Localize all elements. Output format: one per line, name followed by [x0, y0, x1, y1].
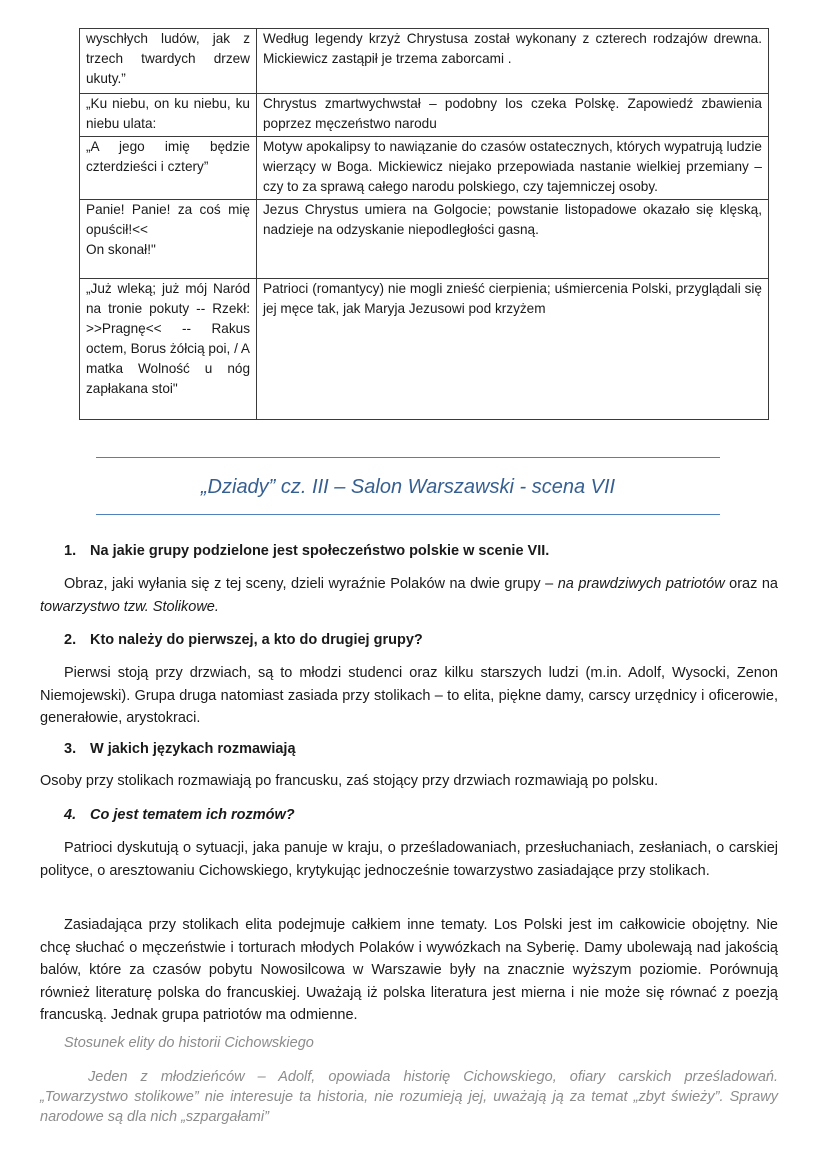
answer-1 [40, 573, 778, 618]
table-cell-meaning: Według legendy krzyż Chrystusa został wykonany z czterech rodzajów drewna. Mickiewicz zastąpił je trzema zaborcami . [257, 29, 769, 94]
answer-3: Osoby przy stolikach rozmawiają po francusku, zaś stojący przy drzwiach rozmawiają po polsku. [40, 773, 659, 789]
question-number: 1. [64, 543, 77, 559]
table-cell-quote: „Ku niebu, on ku niebu, ku niebu ulata: [80, 94, 257, 137]
motif-table [79, 28, 769, 420]
answer-emphasis: towarzystwo tzw. Stolikowe. [40, 598, 219, 615]
answer-text: Obraz, jaki wyłania się z tej sceny, dzieli wyraźnie Polaków na dwie grupy – [64, 576, 558, 592]
table-row [80, 94, 769, 137]
table-cell-quote: „A jego imię będzie czterdzieści i cztery” [80, 137, 257, 200]
question-1 [64, 541, 549, 561]
table-cell-meaning: Jezus Chrystus umiera na Golgocie; powstanie listopadowe okazało się klęską, nadzieje na odzyskanie niepodległości gasną. [257, 200, 769, 279]
question-number: 4. [64, 807, 77, 823]
question-text: Kto należy do pierwszej, a kto do drugiej grupy? [90, 632, 423, 648]
table-row [80, 200, 769, 279]
table-cell-quote: Panie! Panie! za coś mię opuścił!<< On skonał!" [80, 200, 257, 279]
table-cell-meaning: Chrystus zmartwychwstał – podobny los czeka Polskę. Zapowiedź zbawienia poprzez męczeństwo narodu [257, 94, 769, 137]
subheading: Stosunek elity do historii Cichowskiego [64, 1035, 314, 1051]
question-text: W jakich językach rozmawiają [90, 741, 296, 757]
answer-text: oraz na [724, 576, 778, 592]
answer-4-paragraph-2: Zasiadająca przy stolikach elita podejmuje całkiem inne tematy. Los Polski jest im całkowicie obojętny. Nie chcę słuchać o męczeństwie i torturach młodych Polaków i wywózkach na Syberię. Damy ubolewają nad jakością balów, które za czasów pobytu Nowosilcowa w Warszawie były na znacznie wyższym poziomie. Porównują również literaturę polska do francuskiej. Uważają iż polska literatura jest mierna i nie może się równać z poezją francuską. Jednak grupa patriotów ma odmienne. [40, 917, 778, 1023]
heading-bottom-rule [96, 514, 720, 515]
question-number: 2. [64, 632, 77, 648]
section-title: „Dziady” cz. III – Salon Warszawski - scena VII [200, 476, 616, 498]
table-row [80, 137, 769, 200]
question-4 [64, 805, 295, 825]
answer-2: Pierwsi stoją przy drzwiach, są to młodzi studenci oraz kilku starszych ludzi (m.in. Adolf, Wysocki, Zenon Niemojewski). Grupa druga natomiast zasiada przy stolikach – to elita, piękne damy, carscy urzędnicy i oficerowie, generałowie, arystokraci. [40, 665, 778, 726]
gray-paragraph: Jeden z młodzieńców – Adolf, opowiada historię Cichowskiego, ofiary carskich prześladowań. „Towarzystwo stolikowe” nie interesuje ta historia, nie rozumieją jej, uważają ją za temat „zbyt świeży”. Sprawy narodowe są dla nich „szpargałami” [40, 1069, 778, 1125]
table-cell-quote: wyschłych ludów, jak z trzech twardych drzew ukuty.” [80, 29, 257, 94]
answer-4-paragraph-1: Patrioci dyskutują o sytuacji, jaka panuje w kraju, o prześladowaniach, przesłuchaniach, zesłaniach, o carskiej polityce, o aresztowaniu Cichowskiego, krytykując jednocześnie towarzystwo zasiadające przy stolikach. [40, 840, 778, 879]
question-text: Na jakie grupy podzielone jest społeczeństwo polskie w scenie VII. [90, 543, 550, 559]
table-cell-meaning: Motyw apokalipsy to nawiązanie do czasów ostatecznych, których wypatrują ludzie wierzący w Boga. Mickiewicz niejako przepowiada nastanie wielkiej przemiany – czy to za sprawą całego narodu polskiego, czy tajemniczej osoby. [257, 137, 769, 200]
table-row [80, 29, 769, 94]
question-3 [64, 739, 296, 759]
table-row [80, 279, 769, 420]
question-2 [64, 630, 423, 650]
heading-top-rule [96, 457, 720, 458]
answer-emphasis: na prawdziwych patriotów [557, 576, 725, 592]
question-number: 3. [64, 741, 77, 757]
question-text: Co jest tematem ich rozmów? [90, 807, 295, 823]
table-cell-meaning: Patrioci (romantycy) nie mogli znieść cierpienia; uśmiercenia Polski, przyglądali się jej męce tak, jak Maryja Jezusowi pod krzyżem [257, 279, 769, 420]
table-cell-quote: „Już wleką; już mój Naród na tronie pokuty -- Rzekł: >>Pragnę<< -- Rakus octem, Borus żółcią poi, / A matka Wolność u nóg zapłakana stoi" [80, 279, 257, 420]
